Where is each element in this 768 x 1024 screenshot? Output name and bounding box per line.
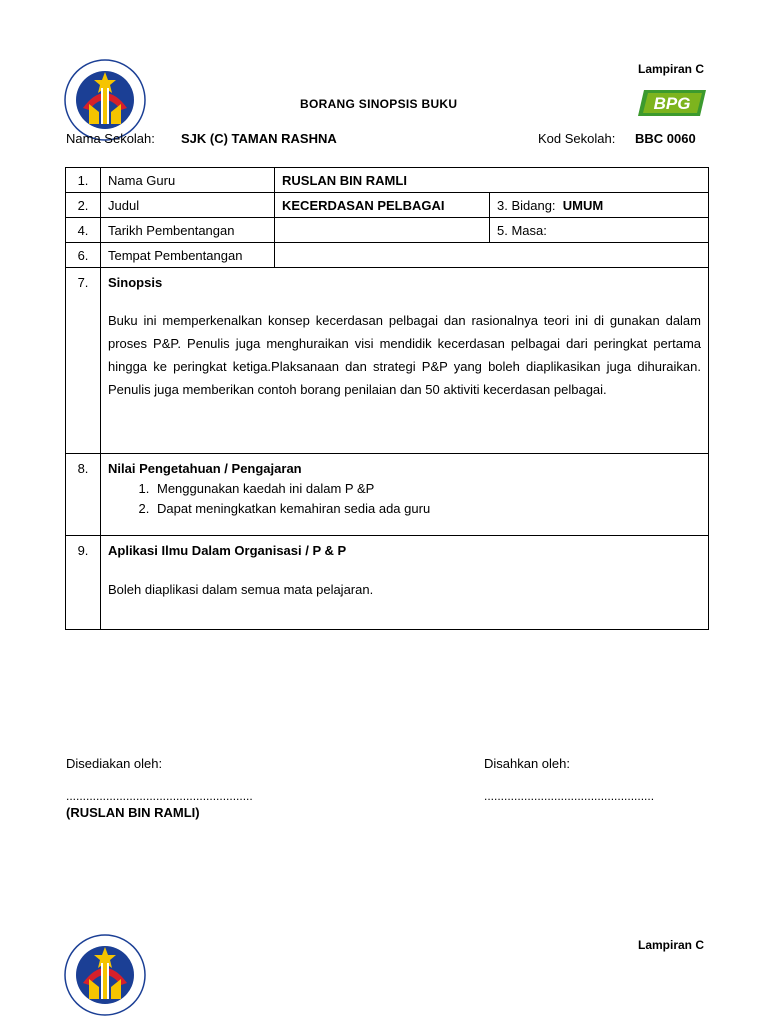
nilai-list <box>108 479 701 519</box>
row-number: 1. <box>66 168 101 193</box>
row-label: Nama Guru <box>101 168 275 193</box>
table-row <box>66 218 709 243</box>
table-row <box>66 243 709 268</box>
table-row <box>66 454 709 536</box>
teacher-name-value: RUSLAN BIN RAMLI <box>275 168 709 193</box>
row-number: 4. <box>66 218 101 243</box>
bpg-logo <box>638 86 706 118</box>
table-row <box>66 193 709 218</box>
ministry-logo <box>63 58 147 142</box>
prepared-signature-line: ........................................................ <box>66 789 253 803</box>
table-row <box>66 536 709 630</box>
title-value: KECERDASAN PELBAGAI <box>275 193 490 218</box>
synopsis-form-table <box>65 167 709 630</box>
date-value <box>275 218 490 243</box>
row-number: 8. <box>66 454 101 536</box>
lampiran-label-bottom: Lampiran C <box>637 938 704 952</box>
school-name-label: Nama Sekolah: <box>66 131 155 146</box>
synopsis-heading: Sinopsis <box>108 275 163 290</box>
school-name-value: SJK (C) TAMAN RASHNA <box>181 131 337 146</box>
row-number: 2. <box>66 193 101 218</box>
synopsis-text: Buku ini memperkenalkan konsep kecerdasan pelbagai dan rasionalnya teori ini di gunakan dalam proses P&P. Penulis juga menghuraikan visi mendidik kecerdasan pelbagai dari peringkat pertama hingga ke peringkat ketiga.Plaksanaan dan strategi P&P yang boleh diaplikasikan juga dihuraikan. Penulis juga memberikan contoh borang penilaian dan 50 aktiviti kecerdasan pelbagai. <box>108 313 701 397</box>
field-label: 5. Masa: <box>497 222 547 238</box>
ministry-logo <box>63 933 147 1017</box>
field-label: 3. Bidang: <box>497 197 556 213</box>
list-item: 1. Menggunakan kaedah ini dalam P &P <box>153 479 701 499</box>
aplikasi-heading: Aplikasi Ilmu Dalam Organisasi / P & P <box>108 543 347 558</box>
lampiran-label-top: Lampiran C <box>637 62 704 76</box>
prepared-by-label: Disediakan oleh: <box>66 756 163 771</box>
field-value: UMUM <box>562 197 604 213</box>
prepared-by-name: (RUSLAN BIN RAMLI) <box>66 805 200 820</box>
school-code-label: Kod Sekolah: <box>538 131 616 146</box>
list-item: 2. Dapat meningkatkan kemahiran sedia ada guru <box>153 499 701 519</box>
bpg-logo-text: BPG <box>653 94 691 113</box>
school-code-value: BBC 0060 <box>635 131 696 146</box>
approved-signature-line: ................................................... <box>484 789 655 803</box>
venue-value <box>275 243 709 268</box>
row-label: Tarikh Pembentangan <box>101 218 275 243</box>
aplikasi-text: Boleh diaplikasi dalam semua mata pelajaran. <box>108 582 374 597</box>
synopsis-cell <box>101 268 709 454</box>
table-row <box>66 268 709 454</box>
aplikasi-cell <box>101 536 709 630</box>
nilai-cell <box>101 454 709 536</box>
approved-by-label: Disahkan oleh: <box>484 756 570 771</box>
field-cell <box>490 193 709 218</box>
field-cell <box>490 218 709 243</box>
row-label: Judul <box>101 193 275 218</box>
nilai-heading: Nilai Pengetahuan / Pengajaran <box>108 461 302 476</box>
row-number: 6. <box>66 243 101 268</box>
form-title: BORANG SINOPSIS BUKU <box>300 97 458 111</box>
row-label: Tempat Pembentangan <box>101 243 275 268</box>
row-number: 9. <box>66 536 101 630</box>
table-row <box>66 168 709 193</box>
row-number: 7. <box>66 268 101 454</box>
